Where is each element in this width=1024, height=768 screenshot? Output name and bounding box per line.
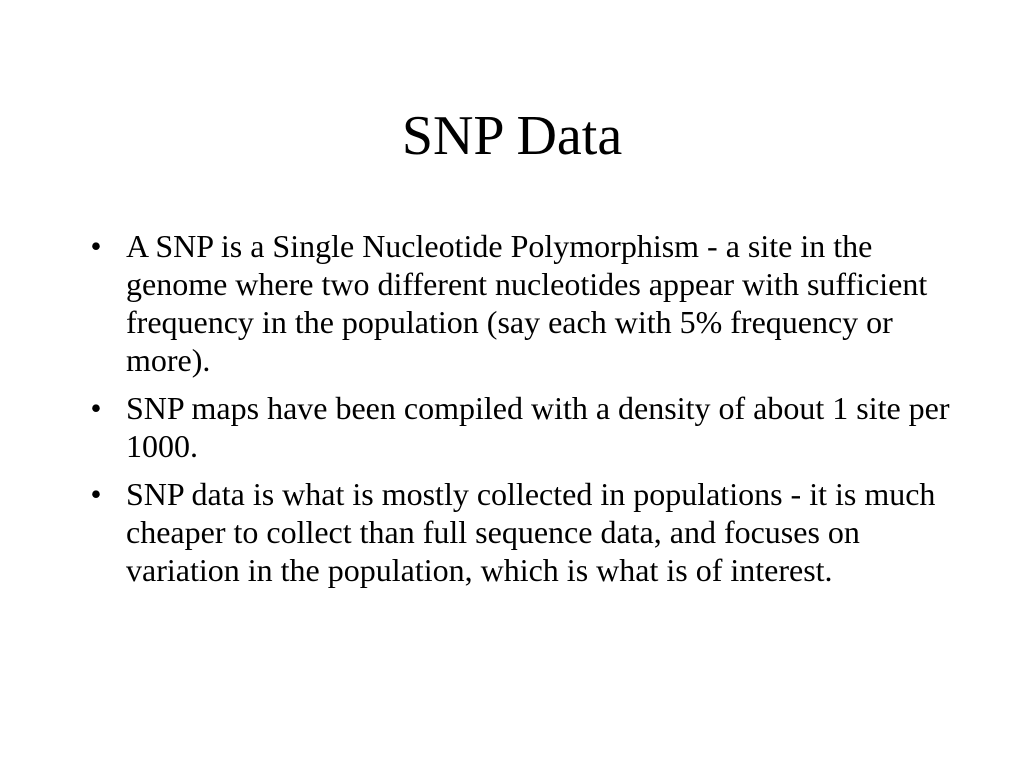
bullet-marker: •: [90, 390, 102, 426]
bullet-text-3: SNP data is what is mostly collected in populations - it is much cheaper to collect than full sequence data, and focuses on variation in the population, which is what is of interest.: [126, 476, 936, 588]
bullet-item-3: [90, 475, 956, 589]
bullet-item-2: [90, 389, 956, 465]
bullet-item-1: [90, 227, 956, 379]
bullet-text-2: SNP maps have been compiled with a density of about 1 site per 1000.: [126, 390, 950, 464]
bullet-list: [90, 227, 956, 599]
bullet-text-1: A SNP is a Single Nucleotide Polymorphism - a site in the genome where two different nucleotides appear with sufficient frequency in the population (say each with 5% frequency or more).: [126, 228, 928, 378]
bullet-marker: •: [90, 476, 102, 512]
slide-title: SNP Data: [401, 105, 623, 167]
bullet-marker: •: [90, 228, 102, 264]
